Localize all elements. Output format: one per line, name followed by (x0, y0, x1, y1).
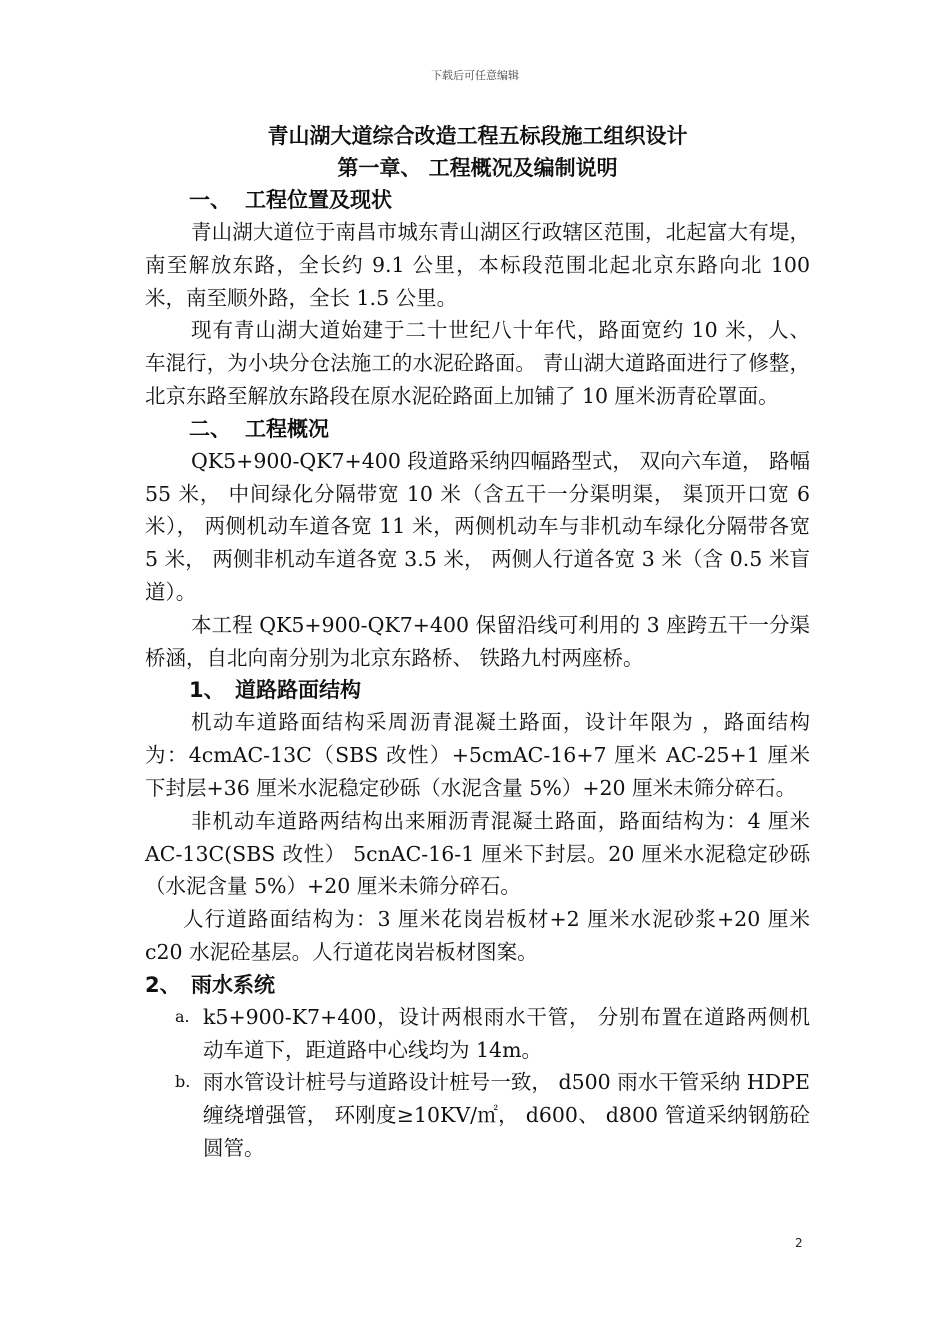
page-number: 2 (795, 1236, 803, 1250)
subsection-heading-2 (145, 969, 810, 1001)
page-header: 下载后可任意编辑 (431, 69, 519, 82)
section-number: 二、 (189, 416, 231, 441)
subsection-number: 2、 (145, 972, 181, 997)
paragraph: 本工程 QK5+900-QK7+400 保留沿线可利用的 3 座跨五干一分渠桥涵，自北向南分别为北京东路桥、 铁路九村两座桥。 (145, 612, 810, 670)
list-marker: a. (175, 1006, 190, 1026)
paragraph: 非机动车道路两结构出来厢沥青混凝土路面，路面结构为：4 厘米 AC-13C(SBS 改性） 5cnAC-16-1 厘米下封层。20 厘米水泥稳定砂砾（水泥含量 5%）+20 厘米未筛分碎石。 (145, 808, 810, 899)
subsection-heading-text: 雨水系统 (191, 972, 275, 997)
subsection-heading-text: 道路路面结构 (235, 678, 361, 703)
subsection-number: 1、 (189, 678, 225, 703)
document-title: 青山湖大道综合改造工程五标段施工组织设计 (267, 124, 688, 148)
list-item (145, 1001, 810, 1067)
section-number: 一、 (189, 188, 231, 212)
list-item-text: 雨水管设计桩号与道路设计桩号一致， d500 雨水干管采纳 HDPE 缠绕增强管， 环刚度≥10KV/㎡， d600、 d800 管道采纳钢筋砼圆管。 (203, 1070, 810, 1160)
list-item (145, 1066, 810, 1164)
paragraph: 现有青山湖大道始建于二十世纪八十年代，路面宽约 10 米，人、 车混行，为小块分仓法施工的水泥砼路面。 青山湖大道路面进行了修整，北京东路至解放东路段在原水泥砼路面上加铺了 10 厘米沥青砼罩面。 (145, 318, 810, 408)
paragraph: 机动车道路面结构采周沥青混凝土路面，设计年限为 ，路面结构为：4cmAC-13C（SBS 改性）+5cmAC-16+7 厘米 AC-25+1 厘米下封层+36 厘米水泥稳定砂砾（水泥含量 5%）+20 厘米未筛分碎石。 (145, 710, 810, 800)
section-heading-2 (145, 413, 810, 445)
section-heading-text: 工程概况 (245, 416, 329, 441)
document-body (145, 120, 810, 1165)
paragraph: 青山湖大道位于南昌市城东青山湖区行政辖区范围，北起富大有堤，南至解放东路，全长约 9.1 公里，本标段范围北起北京东路向北 100 米，南至顺外路，全长 1.5 公里。 (145, 220, 810, 310)
paragraph: 人行道路面结构为：3 厘米花岗岩板材+2 厘米水泥砂浆+20 厘米 c20 水泥砼基层。人行道花岗岩板材图案。 (145, 907, 810, 964)
paragraph: QK5+900-QK7+400 段道路采纳四幅路型式， 双向六车道， 路幅 55 米， 中间绿化分隔带宽 10 米（含五干一分渠明渠， 渠顶开口宽 6 米）， 两侧机动车道各宽 11 米，两侧机动车与非机动车绿化分隔带各宽 5 米， 两侧非机动车道各宽 3.5 米， 两侧人行道各宽 3 米（含 0.5 米盲道）。 (145, 448, 810, 604)
subsection-heading-1 (145, 674, 810, 706)
chapter-title: 第一章、 工程概况及编制说明 (337, 156, 618, 180)
section-heading-text: 工程位置及现状 (245, 188, 392, 212)
list-marker: b. (175, 1072, 191, 1092)
section-heading-1 (145, 184, 810, 216)
list-item-text: k5+900-K7+400，设计两根雨水干管， 分别布置在道路两侧机动车道下，距道路中心线均为 14m。 (203, 1004, 810, 1062)
